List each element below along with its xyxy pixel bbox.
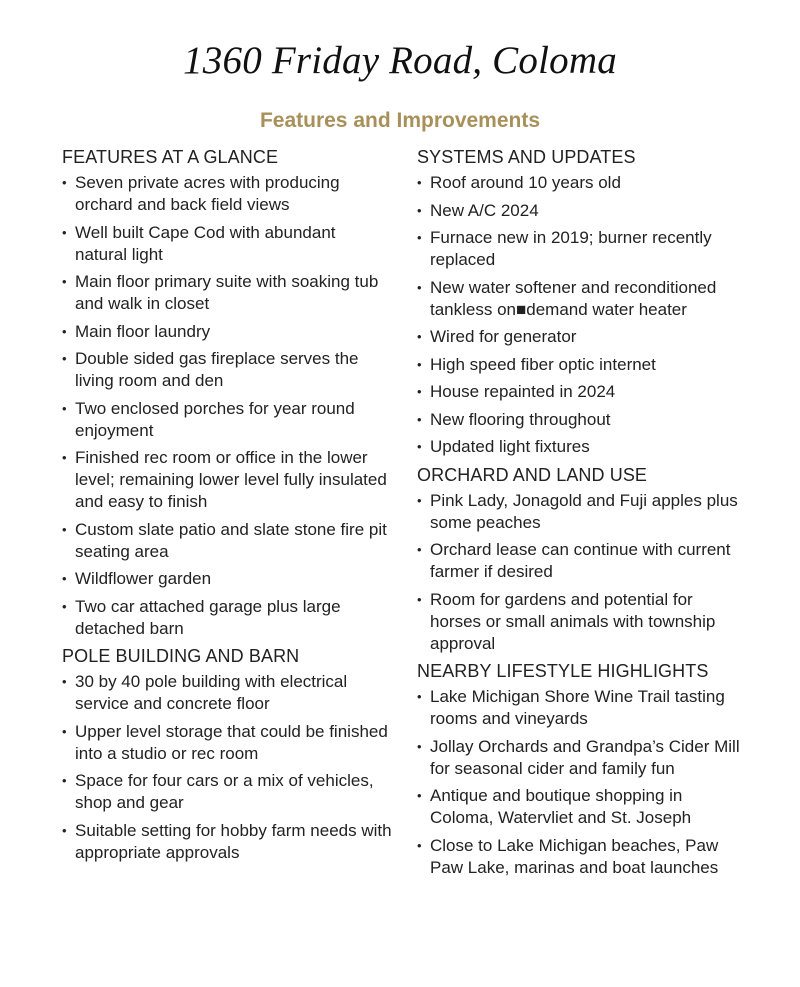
list-item <box>417 736 747 780</box>
list-item-text: Room for gardens and potential for horses or small animals with township approval <box>430 589 716 653</box>
bullet-icon: • <box>62 323 67 339</box>
left-column <box>62 146 392 869</box>
list-item <box>417 381 747 403</box>
list-item-text: Two enclosed porches for year round enjoyment <box>75 398 355 440</box>
bullet-icon: • <box>62 450 67 465</box>
list-item-text: 30 by 40 pole building with electrical service and concrete floor <box>75 672 348 713</box>
bullet-icon: • <box>417 356 422 372</box>
bullet-icon: • <box>417 384 422 399</box>
section-heading: FEATURES AT A GLANCE <box>62 147 279 167</box>
list-item <box>417 354 747 376</box>
bullet-icon: • <box>62 274 67 289</box>
list-item-text: Double sided gas fireplace serves the living room and den <box>75 349 359 390</box>
list-item-text: Antique and boutique shopping in Coloma, Watervliet and St. Joseph <box>430 786 692 827</box>
list-item <box>62 398 392 442</box>
list-item-text: Space for four cars or a mix of vehicles, shop and gear <box>75 771 374 812</box>
bullet-icon: • <box>62 400 67 416</box>
list-item-text: House repainted in 2024 <box>430 382 616 401</box>
list-item <box>62 447 392 513</box>
list-item-text: Orchard lease can continue with current farmer if desired <box>430 540 731 581</box>
list-item <box>62 596 392 640</box>
bullet-icon: • <box>62 723 67 739</box>
list-item-text: Upper level storage that could be finished into a studio or rec room <box>75 721 388 763</box>
list-item <box>62 519 392 563</box>
bullet-icon: • <box>62 175 67 190</box>
section-pole-building-and-barn <box>62 645 392 864</box>
bullet-icon: • <box>417 492 422 508</box>
section-orchard-and-land-use <box>417 464 747 655</box>
page-subtitle: Features and Improvements <box>259 109 541 132</box>
bullet-icon: • <box>62 351 67 366</box>
bullet-icon: • <box>62 773 67 788</box>
bullet-icon: • <box>417 837 422 853</box>
page-title: 1360 Friday Road, Coloma <box>183 39 617 82</box>
list-item <box>62 820 392 864</box>
list-item-text: Updated light fixtures <box>430 437 590 456</box>
list-item <box>417 490 747 534</box>
list-item-text: Lake Michigan Shore Wine Trail tasting rooms and vineyards <box>430 687 725 728</box>
list-item <box>62 770 392 814</box>
list-item-text: Finished rec room or office in the lower level; remaining lower level fully insulated and easy to finish <box>75 448 387 511</box>
list-item-text: Roof around 10 years old <box>430 173 621 192</box>
list-item <box>417 409 747 431</box>
list-item <box>417 200 747 222</box>
list-item <box>417 686 747 730</box>
list-item-text: Furnace new in 2019; burner recently replaced <box>430 228 712 269</box>
feature-list <box>417 490 747 655</box>
bullet-icon: • <box>417 439 422 454</box>
bullet-icon: • <box>62 822 67 838</box>
list-item-text: New A/C 2024 <box>430 200 539 220</box>
bullet-icon: • <box>417 788 422 803</box>
bullet-icon: • <box>417 542 422 557</box>
list-item <box>417 785 747 829</box>
feature-list <box>417 172 747 458</box>
list-item-text: Well built Cape Cod with abundant natural light <box>75 222 336 264</box>
list-item-text: New flooring throughout <box>430 409 611 429</box>
list-item-text: Pink Lady, Jonagold and Fuji apples plus some peaches <box>430 490 738 532</box>
list-item <box>62 348 392 392</box>
bullet-icon: • <box>417 689 422 704</box>
section-features-at-a-glance <box>62 146 392 640</box>
list-item <box>62 568 392 590</box>
feature-list <box>62 671 392 864</box>
list-item-text: Seven private acres with producing orchard and back field views <box>75 173 340 214</box>
section-heading: ORCHARD AND LAND USE <box>417 464 648 485</box>
bullet-icon: • <box>62 521 67 537</box>
section-systems-and-updates <box>417 146 747 458</box>
list-item <box>62 321 392 343</box>
list-item-text: Custom slate patio and slate stone fire pit seating area <box>75 519 387 561</box>
section-nearby-lifestyle-highlights <box>417 660 747 879</box>
list-item <box>62 172 392 216</box>
bullet-icon: • <box>62 598 67 614</box>
section-heading: POLE BUILDING AND BARN <box>62 646 300 666</box>
list-item <box>62 271 392 315</box>
bullet-icon: • <box>417 329 422 344</box>
list-item <box>62 721 392 765</box>
feature-list <box>62 172 392 640</box>
list-item-text: Suitable setting for hobby farm needs with appropriate approvals <box>75 820 392 862</box>
list-item <box>417 172 747 194</box>
list-item <box>417 227 747 271</box>
list-item <box>417 539 747 583</box>
section-heading: SYSTEMS AND UPDATES <box>417 147 636 167</box>
list-item-text: Close to Lake Michigan beaches, Paw Paw Lake, marinas and boat launches <box>430 835 719 877</box>
bullet-icon: • <box>417 230 422 245</box>
list-item-text: Main floor laundry <box>75 321 211 341</box>
list-item-text: Wired for generator <box>430 327 577 346</box>
bullet-icon: • <box>62 571 67 586</box>
list-item <box>417 589 747 655</box>
list-item <box>62 671 392 715</box>
list-item <box>62 222 392 266</box>
right-column <box>417 146 747 884</box>
list-item <box>417 835 747 879</box>
bullet-icon: • <box>417 175 422 190</box>
list-item <box>417 277 747 321</box>
bullet-icon: • <box>417 411 422 427</box>
bullet-icon: • <box>62 674 67 689</box>
list-item-text: New water softener and reconditioned tankless on■demand water heater <box>430 277 717 319</box>
list-item <box>417 326 747 348</box>
bullet-icon: • <box>417 279 422 295</box>
feature-list <box>417 686 747 879</box>
bullet-icon: • <box>417 591 422 607</box>
bullet-icon: • <box>417 738 422 754</box>
list-item-text: Wildflower garden <box>75 569 212 588</box>
list-item-text: Jollay Orchards and Grandpa’s Cider Mill for seasonal cider and family fun <box>430 736 740 778</box>
list-item <box>417 436 747 458</box>
section-heading: NEARBY LIFESTYLE HIGHLIGHTS <box>417 661 709 681</box>
list-item-text: High speed fiber optic internet <box>430 354 656 374</box>
list-item-text: Two car attached garage plus large detached barn <box>75 596 341 638</box>
bullet-icon: • <box>62 224 67 240</box>
bullet-icon: • <box>417 202 422 218</box>
list-item-text: Main floor primary suite with soaking tub and walk in closet <box>75 272 379 313</box>
